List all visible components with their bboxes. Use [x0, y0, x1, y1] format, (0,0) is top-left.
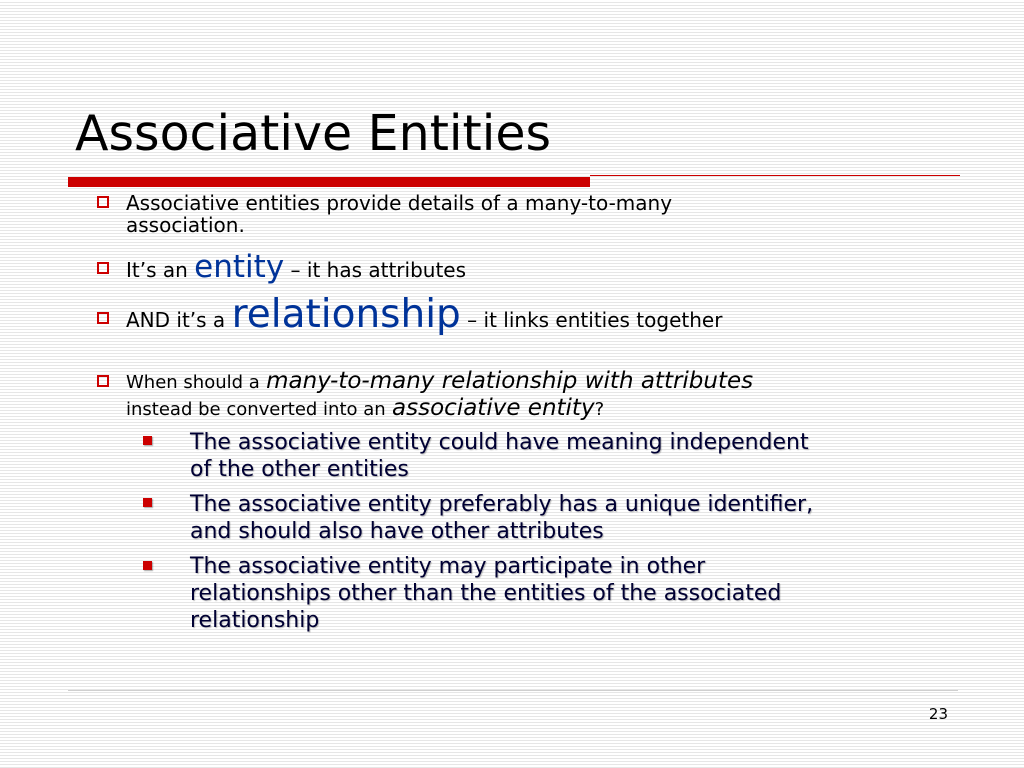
bullet-2-text-end: – it has attributes — [290, 258, 467, 282]
sub-bullet-3-line-1: The associative entity may participate in other — [190, 554, 706, 579]
bullet-2 — [126, 246, 466, 291]
title-underline-bar — [68, 177, 590, 187]
bullet-4-line-2-start: instead be converted into an — [126, 399, 386, 420]
hollow-square-bullet-icon — [97, 262, 109, 274]
bullet-4-emphasis: many-to-many relationship with attributes — [266, 368, 754, 394]
bullet-4-text-start: When should a — [126, 372, 260, 393]
title-underline-line — [590, 175, 960, 176]
sub-bullet-1-line-1: The associative entity could have meaning independent — [190, 430, 809, 455]
bullet-3 — [126, 289, 722, 346]
bullet-4-line-2-end: ? — [594, 399, 605, 420]
filled-square-bullet-icon — [143, 498, 152, 507]
bullet-1-line-1: Associative entities provide details of a many-to-many — [126, 191, 673, 215]
filled-square-bullet-icon — [143, 561, 152, 570]
bullet-3-text-start: AND it’s a — [126, 308, 226, 332]
bullet-3-emphasis: relationship — [231, 292, 461, 337]
slide-title: Associative Entities — [75, 105, 552, 162]
footer-divider — [68, 690, 958, 691]
bullet-4-line-2-emphasis: associative entity — [392, 395, 595, 421]
hollow-square-bullet-icon — [97, 375, 109, 387]
bullet-3-text-end: – it links entities together — [467, 308, 723, 332]
sub-bullet-3-line-3: relationship — [190, 608, 320, 633]
bullet-2-emphasis: entity — [194, 249, 285, 285]
sub-bullet-2-line-2: and should also have other attributes — [190, 519, 604, 544]
sub-bullet-2-line-1: The associative entity preferably has a unique identifier, — [190, 492, 814, 517]
bullet-1-line-2: association. — [126, 213, 245, 237]
bullet-4-line-2 — [126, 393, 604, 425]
filled-square-bullet-icon — [143, 436, 152, 445]
page-number: 23 — [928, 705, 948, 723]
hollow-square-bullet-icon — [97, 312, 109, 324]
hollow-square-bullet-icon — [97, 196, 109, 208]
sub-bullet-1-line-2: of the other entities — [190, 457, 409, 482]
sub-bullet-3-line-2: relationships other than the entities of the associated — [190, 581, 782, 606]
bullet-2-text-start: It’s an — [126, 258, 188, 282]
